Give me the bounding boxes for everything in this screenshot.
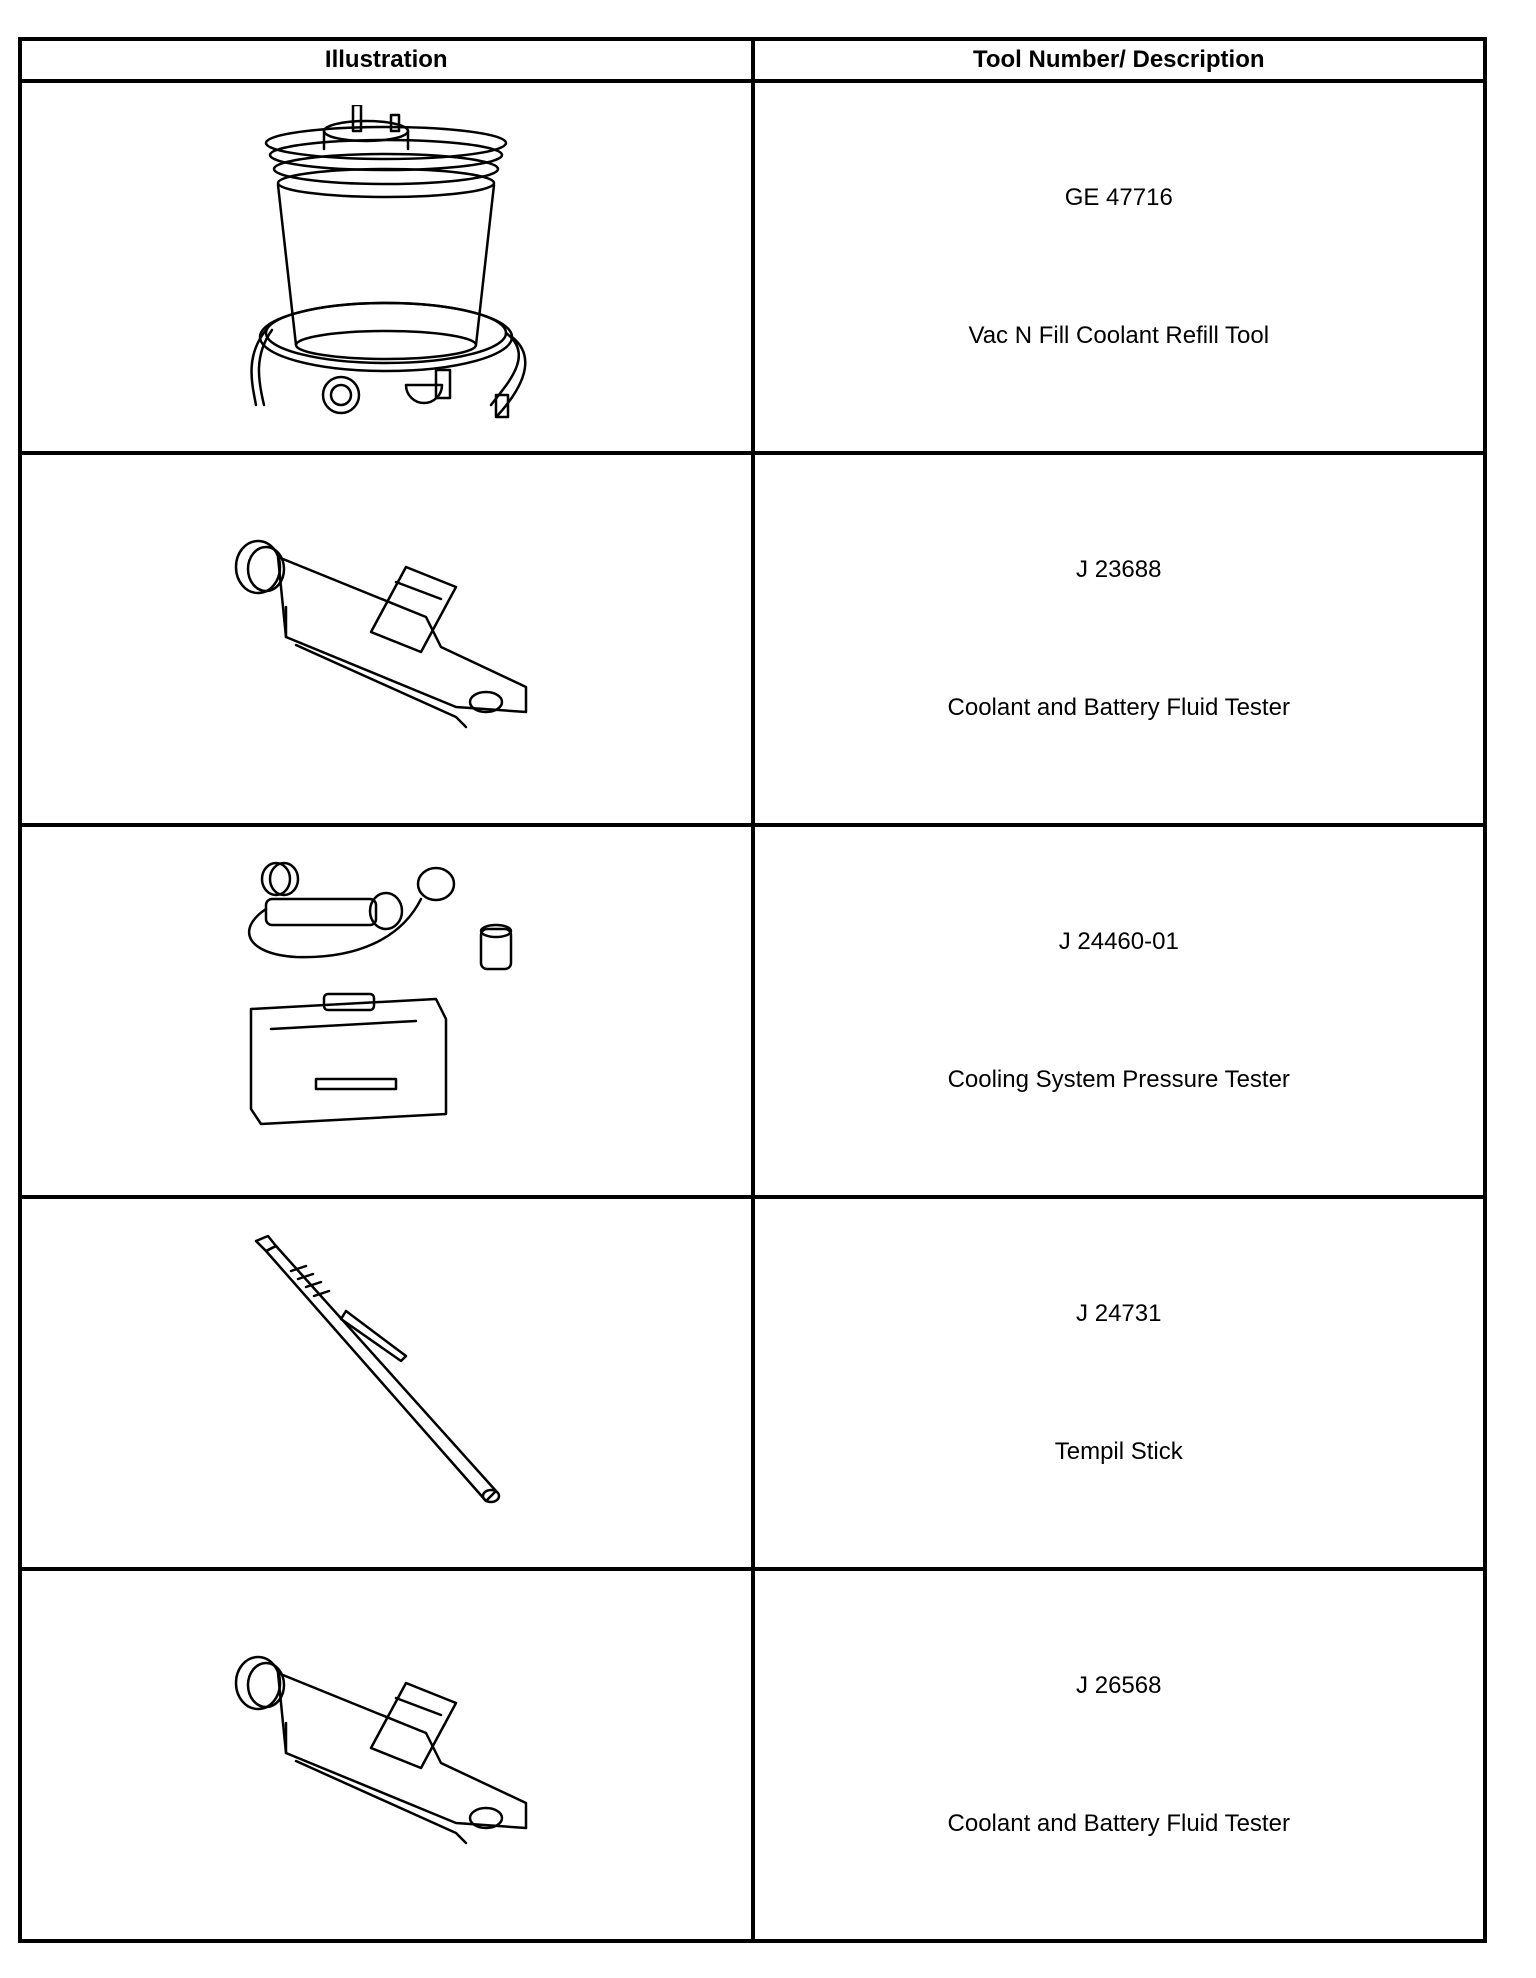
table-row <box>20 1197 1485 1569</box>
table-row <box>20 1569 1485 1941</box>
pressure-tester-kit-icon <box>236 859 536 1159</box>
tool-number: J 23688 <box>1076 556 1162 583</box>
refractometer-icon <box>226 527 546 747</box>
tempil-stick-icon <box>236 1231 536 1531</box>
tool-number: J 24731 <box>1076 1300 1162 1327</box>
tool-description: Coolant and Battery Fluid Tester <box>947 694 1290 721</box>
tool-description-cell <box>753 1197 1486 1569</box>
illustration-cell <box>20 453 753 825</box>
table-row <box>20 453 1485 825</box>
header-tool-number-description: Tool Number/ Description <box>753 39 1486 81</box>
coolant-refill-bucket-icon <box>236 105 536 425</box>
table-row <box>20 825 1485 1197</box>
tool-number: J 26568 <box>1076 1672 1162 1699</box>
table-header-row <box>20 39 1485 81</box>
tool-description-cell <box>753 1569 1486 1941</box>
tool-description: Coolant and Battery Fluid Tester <box>947 1810 1290 1837</box>
illustration-cell <box>20 825 753 1197</box>
special-tools-table <box>18 37 1487 1943</box>
illustration-cell <box>20 1197 753 1569</box>
tool-number: J 24460-01 <box>1058 928 1179 955</box>
illustration-cell <box>20 81 753 453</box>
tool-description-cell <box>753 81 1486 453</box>
header-illustration: Illustration <box>20 39 753 81</box>
tool-description: Vac N Fill Coolant Refill Tool <box>968 322 1270 349</box>
tool-description: Cooling System Pressure Tester <box>947 1066 1290 1093</box>
tool-description: Tempil Stick <box>1054 1438 1183 1465</box>
tool-description-cell <box>753 825 1486 1197</box>
refractometer-icon <box>226 1643 546 1863</box>
illustration-cell <box>20 1569 753 1941</box>
tool-number: GE 47716 <box>1064 184 1173 211</box>
table-row <box>20 81 1485 453</box>
tool-description-cell <box>753 453 1486 825</box>
